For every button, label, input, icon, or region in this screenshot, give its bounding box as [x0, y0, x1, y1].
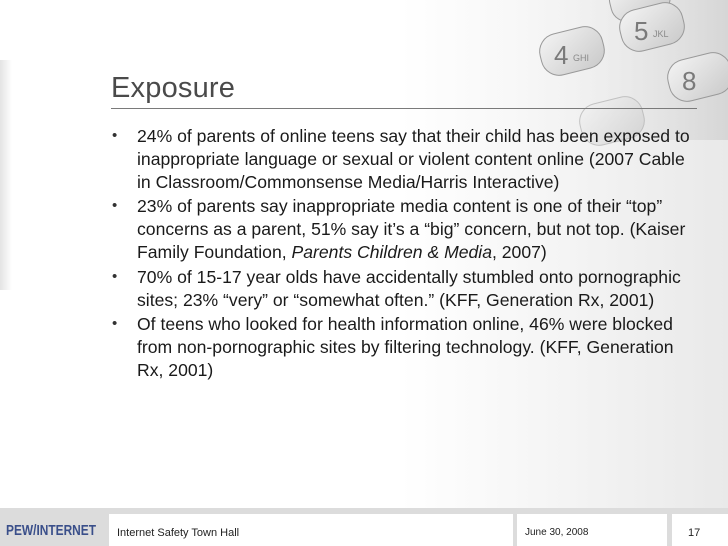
key-5-main: 5	[634, 16, 649, 46]
bullet-text-segment: , 2007)	[492, 241, 547, 262]
bullet-dot: •	[112, 267, 118, 285]
bullet-text-segment: 24% of parents of online teens say that their child has been exposed to inappropriate language or sexual or violent content online (2007 Cable in Classroom/Commonsense Media/Harris Interactive)	[137, 126, 690, 192]
logo-text: PEW/INTERNET	[6, 523, 97, 539]
bullet-item-2	[108, 195, 698, 263]
bullet-text-2	[137, 196, 685, 262]
key-5-sub: JKL	[653, 29, 669, 39]
bullet-list	[108, 125, 698, 384]
bullet-text-segment: 23% of parents say inappropriate media content is one of their “top” concerns as a parent, 51% say it’s a “big” concern, but not top. (Kaiser Family Foundation,	[137, 196, 686, 262]
bullet-dot: •	[112, 127, 118, 144]
bullet-dot: •	[112, 315, 118, 333]
bullet-text-segment-italic: Parents Children & Media	[291, 241, 492, 262]
footer-event-title: Internet Safety Town Hall	[117, 527, 240, 539]
bullet-text-1	[137, 126, 690, 192]
left-edge-shadow	[0, 60, 12, 290]
phone-keypad-image	[470, 0, 728, 140]
footer-page-number: 17	[688, 527, 701, 539]
bullet-dot: •	[112, 197, 118, 215]
slide-title: Exposure	[111, 72, 236, 104]
title-underline	[111, 108, 697, 109]
pew-internet-logo	[6, 516, 98, 542]
bullet-text-4	[137, 314, 674, 380]
footer-date: June 30, 2008	[525, 527, 589, 538]
bullet-text-segment: Of teens who looked for health information online, 46% were blocked from non-pornographic sites by filtering technology. (KFF, Generation Rx, 2001)	[137, 314, 674, 380]
key-4-sub: GHI	[573, 53, 590, 63]
bullet-item-4	[108, 313, 698, 381]
bullet-text-segment: 70% of 15-17 year olds have accidentally stumbled onto pornographic sites; 23% “very” or “somewhat often.” (KFF, Generation Rx, 2001)	[137, 266, 681, 310]
key-8-main: 8	[682, 66, 697, 96]
bullet-text-3	[137, 267, 681, 310]
bullet-item-3	[108, 266, 698, 312]
key-4-main: 4	[554, 40, 569, 70]
bullet-item-1	[108, 125, 698, 193]
